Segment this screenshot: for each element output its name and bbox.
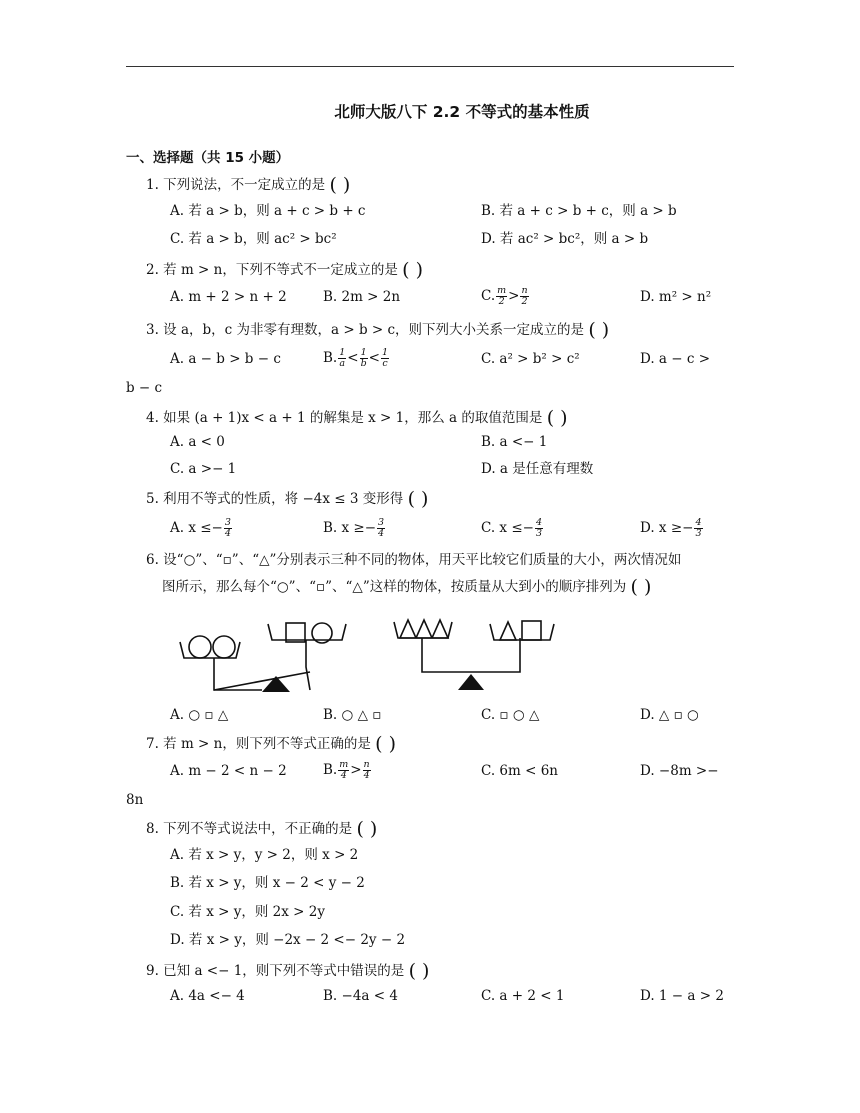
section-heading: 一、选择题（共 15 小题） [126,150,290,166]
q1-option-d: D. 若 ac² > bc²，则 a > b [481,231,649,247]
balance-figure [170,612,560,698]
answer-bracket: ( ) [630,576,652,598]
answer-bracket: ( ) [329,174,351,196]
answer-bracket: ( ) [408,960,430,982]
q6-option-c: C. ▫ ○ △ [481,707,540,723]
question-2-stem: 2. 若 m > n，下列不等式不一定成立的是 [146,262,398,278]
q2-option-a: A. m + 2 > n + 2 [170,289,287,305]
question-1 [146,176,350,194]
q8-option-d: D. 若 x > y，则 −2x − 2 <− 2y − 2 [170,932,406,948]
answer-bracket: ( ) [375,733,397,755]
circle-object-2 [213,636,235,658]
q6-option-b: B. ○ △ ▫ [323,707,382,723]
q7-option-d: D. −8m >− [640,763,719,779]
q8-option-b: B. 若 x > y，则 x − 2 < y − 2 [170,875,365,891]
q3-option-d-wrap: b − c [126,380,163,396]
q8-option-c: C. 若 x > y，则 2x > 2y [170,904,325,920]
q3-option-a: A. a − b > b − c [170,351,281,367]
right-fulcrum [458,674,484,690]
square-object-1 [286,623,305,642]
q7-option-b: B. $\frac{m}{4}$ > $\frac{n}{4}$ [323,759,370,781]
q5-option-c: C. x ≤− $\frac{4}{3}$ [481,517,543,539]
question-3 [146,321,609,339]
answer-bracket: ( ) [356,818,378,840]
q3-option-b: B. $\frac{1}{a}$ < $\frac{1}{b}$ < $\frac{1}{c}$ [323,347,389,369]
q7-option-a: A. m − 2 < n − 2 [170,763,287,779]
q4-option-b: B. a <− 1 [481,434,548,450]
question-6-stem: 6. 设“○”、“▫”、“△”分别表示三种不同的物体，用天平比较它们质量的大小，两次情况如 [146,552,682,568]
q2-option-c: C. $\frac{m}{2}$ > $\frac{n}{2}$ [481,285,528,307]
page-title: 北师大版八下 2.2 不等式的基本性质 [334,103,590,121]
q1-option-b: B. 若 a + c > b + c，则 a > b [481,203,677,219]
answer-bracket: ( ) [588,319,610,341]
q4-option-d: D. a 是任意有理数 [481,461,594,477]
question-5-stem: 5. 利用不等式的性质，将 −4x ≤ 3 变形得 [146,491,404,507]
answer-bracket: ( ) [546,407,568,429]
header-rule [126,66,734,67]
q3-option-c: C. a² > b² > c² [481,351,580,367]
q1-option-c: C. 若 a > b，则 ac² > bc² [170,231,337,247]
answer-bracket: ( ) [407,488,429,510]
question-4-stem: 4. 如果 (a + 1)x < a + 1 的解集是 x > 1，那么 a 的取值范围是 [146,410,543,426]
question-3-stem: 3. 设 a，b，c 为非零有理数，a > b > c，则下列大小关系一定成立的是 [146,322,585,338]
q6-option-a: A. ○ ▫ △ [170,707,229,723]
q2-option-b: B. 2m > 2n [323,289,401,305]
triangle-object-4 [500,622,516,640]
q9-option-a: A. 4a <− 4 [170,988,245,1004]
left-pan-right [268,624,346,640]
answer-bracket: ( ) [402,259,424,281]
q9-option-c: C. a + 2 < 1 [481,988,565,1004]
q7-option-c: C. 6m < 6n [481,763,558,779]
q9-option-b: B. −4a < 4 [323,988,398,1004]
triangle-objects [400,620,448,638]
question-9-stem: 9. 已知 a <− 1，则下列不等式中错误的是 [146,963,405,979]
q4-option-a: A. a < 0 [170,434,225,450]
q2-option-d: D. m² > n² [640,289,712,305]
q6-option-d: D. △ ▫ ○ [640,707,699,723]
q5-option-b: B. x ≥− $\frac{3}{4}$ [323,517,385,539]
question-5 [146,490,428,508]
question-8 [146,820,377,838]
q8-option-a: A. 若 x > y，y > 2，则 x > 2 [170,847,359,863]
q3-option-d: D. a − c > [640,351,711,367]
q7-option-d-wrap: 8n [126,792,144,808]
circle-object-1 [189,636,211,658]
question-6 [162,578,651,596]
question-7 [146,735,396,753]
question-8-stem: 8. 下列不等式说法中，不正确的是 [146,821,353,837]
q4-option-c: C. a >− 1 [170,461,237,477]
q1-option-a: A. 若 a > b，则 a + c > b + c [170,203,366,219]
q5-option-d: D. x ≥− $\frac{4}{3}$ [640,517,702,539]
q5-option-a: A. x ≤− $\frac{3}{4}$ [170,517,231,539]
left-fulcrum [262,676,290,692]
q9-option-d: D. 1 − a > 2 [640,988,724,1004]
question-2 [146,261,423,279]
question-7-stem: 7. 若 m > n，则下列不等式正确的是 [146,736,371,752]
question-9 [146,962,429,980]
question-4 [146,409,568,427]
square-object-2 [522,621,541,640]
question-1-stem: 1. 下列说法，不一定成立的是 [146,177,326,193]
question-6-stem-2: 图所示，那么每个“○”、“▫”、“△”这样的物体，按质量从大到小的顺序排列为 [162,579,627,595]
